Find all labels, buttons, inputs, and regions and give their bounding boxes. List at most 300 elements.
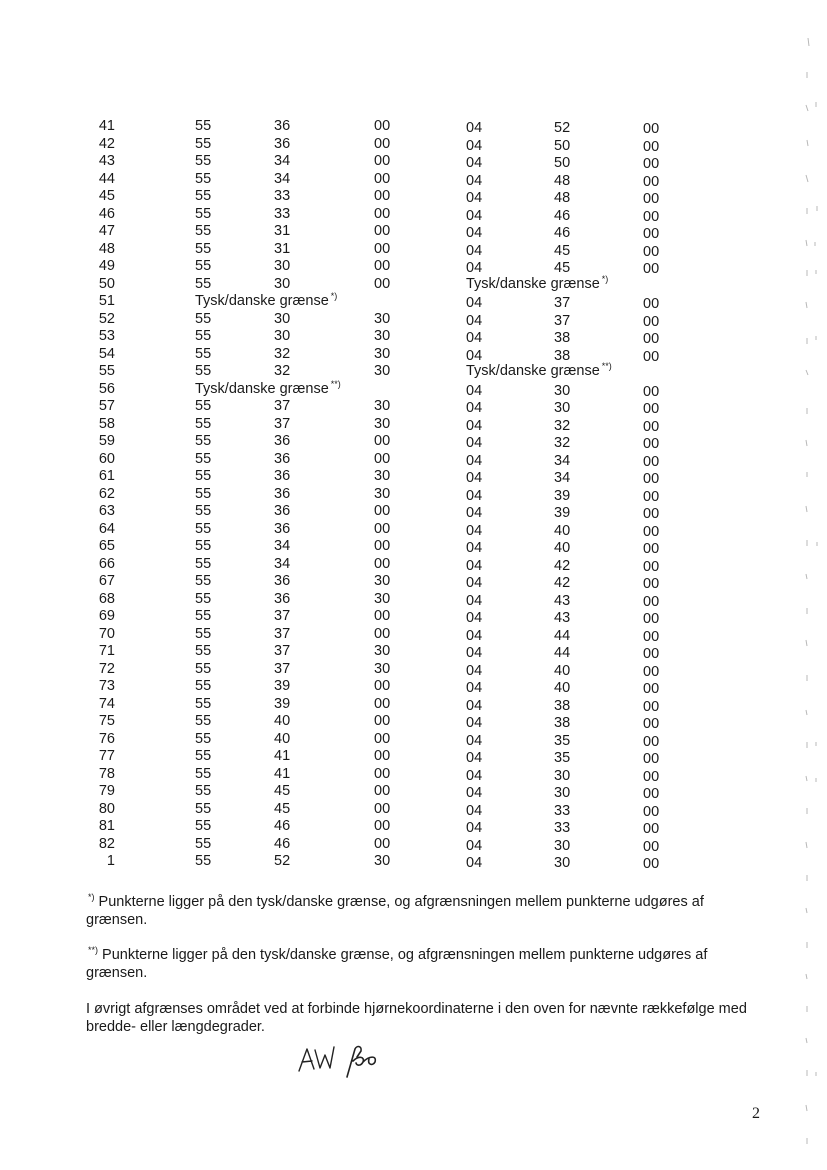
longitude-minutes: 50	[554, 155, 571, 171]
latitude-minutes: 41	[274, 748, 291, 764]
latitude-degrees: 55	[195, 608, 212, 624]
latitude-degrees: 55	[195, 573, 212, 589]
latitude-minutes: 34	[274, 153, 291, 169]
longitude-minutes: 40	[554, 662, 571, 679]
longitude-degrees: 04	[466, 382, 483, 399]
point-number: 70	[98, 625, 115, 642]
latitude-degrees: 55	[195, 135, 212, 152]
latitude-minutes: 41	[274, 765, 291, 782]
point-number: 45	[98, 188, 115, 204]
latitude-degrees: 55	[195, 660, 212, 677]
point-number: 78	[98, 765, 115, 782]
latitude-minutes: 52	[274, 853, 291, 869]
latitude-seconds: 30	[374, 345, 391, 362]
longitude-degrees: 04	[466, 837, 483, 854]
longitude-minutes: 38	[554, 697, 571, 714]
point-number: 56	[98, 380, 115, 397]
longitude-seconds: 00	[643, 471, 660, 487]
latitude-seconds: 00	[374, 748, 391, 764]
table-row	[0, 556, 827, 574]
longitude-degrees: 04	[466, 330, 483, 346]
longitude-border-note	[466, 273, 609, 294]
boundary-description	[86, 1000, 766, 1036]
table-row	[0, 451, 827, 469]
point-number: 54	[98, 345, 115, 362]
latitude-seconds: 00	[374, 835, 391, 852]
longitude-minutes: 42	[554, 575, 571, 591]
latitude-degrees: 55	[195, 258, 212, 274]
longitude-minutes: 30	[554, 837, 571, 854]
latitude-degrees: 55	[195, 538, 212, 554]
longitude-seconds: 00	[643, 523, 660, 540]
point-number: 59	[98, 433, 115, 449]
longitude-seconds: 00	[643, 856, 660, 872]
latitude-seconds: 30	[374, 328, 391, 344]
table-row	[0, 818, 827, 836]
longitude-seconds: 00	[643, 768, 660, 785]
longitude-degrees: 04	[466, 207, 483, 224]
longitude-minutes: 45	[554, 242, 571, 259]
point-number: 61	[98, 468, 115, 484]
border-text: Tysk/danske grænse	[466, 363, 600, 379]
table-row	[0, 731, 827, 749]
longitude-degrees: 04	[466, 417, 483, 434]
footnote-double-asterisk	[86, 946, 766, 982]
longitude-seconds: 00	[643, 453, 660, 470]
point-number: 62	[98, 485, 115, 502]
footnote-mark: *)	[601, 273, 609, 284]
longitude-seconds: 00	[643, 121, 660, 137]
latitude-minutes: 36	[274, 468, 291, 484]
longitude-seconds: 00	[643, 628, 660, 645]
table-row	[0, 188, 827, 206]
longitude-seconds: 00	[643, 296, 660, 312]
point-number: 79	[98, 783, 115, 799]
longitude-degrees: 04	[466, 557, 483, 574]
latitude-seconds: 30	[374, 573, 391, 589]
table-row	[0, 486, 827, 504]
latitude-degrees: 55	[195, 730, 212, 747]
table-row	[0, 696, 827, 714]
latitude-degrees: 55	[195, 398, 212, 414]
latitude-seconds: 00	[374, 275, 391, 292]
longitude-degrees: 04	[466, 487, 483, 504]
point-number: 51	[98, 293, 115, 309]
point-number: 42	[98, 135, 115, 152]
latitude-minutes: 33	[274, 205, 291, 222]
longitude-degrees: 04	[466, 645, 483, 661]
latitude-seconds: 30	[374, 853, 391, 869]
longitude-minutes: 43	[554, 610, 571, 626]
point-number: 58	[98, 415, 115, 432]
longitude-degrees: 04	[466, 662, 483, 679]
latitude-seconds: 00	[374, 223, 391, 239]
table-row	[0, 573, 827, 591]
table-row	[0, 346, 827, 364]
longitude-minutes: 37	[554, 295, 571, 311]
longitude-degrees: 04	[466, 592, 483, 609]
latitude-seconds: 00	[374, 188, 391, 204]
longitude-degrees: 04	[466, 242, 483, 259]
table-row	[0, 273, 827, 294]
latitude-minutes: 40	[274, 730, 291, 747]
longitude-degrees: 04	[466, 295, 483, 311]
footnote-single-asterisk	[86, 893, 766, 929]
longitude-degrees: 04	[466, 610, 483, 626]
longitude-seconds: 00	[643, 541, 660, 557]
table-row	[0, 661, 827, 679]
latitude-seconds: 00	[374, 713, 391, 729]
point-number: 68	[98, 590, 115, 607]
table-row	[0, 713, 827, 731]
border-text: Tysk/danske grænse	[195, 380, 329, 397]
latitude-minutes: 45	[274, 783, 291, 799]
table-row	[0, 836, 827, 854]
longitude-degrees: 04	[466, 855, 483, 871]
coordinate-table	[0, 118, 827, 871]
longitude-degrees: 04	[466, 400, 483, 416]
longitude-minutes: 37	[554, 312, 571, 329]
table-row	[0, 136, 827, 154]
latitude-seconds: 00	[374, 695, 391, 712]
latitude-degrees: 55	[195, 205, 212, 222]
latitude-minutes: 37	[274, 608, 291, 624]
longitude-degrees: 04	[466, 732, 483, 749]
latitude-seconds: 00	[374, 818, 391, 834]
latitude-border-note	[195, 293, 337, 311]
longitude-minutes: 39	[554, 505, 571, 521]
latitude-degrees: 55	[195, 433, 212, 449]
latitude-seconds: 00	[374, 520, 391, 537]
table-row	[0, 591, 827, 609]
longitude-seconds: 00	[643, 418, 660, 435]
point-number: 65	[98, 538, 115, 554]
longitude-minutes: 32	[554, 435, 571, 451]
latitude-minutes: 30	[274, 310, 291, 327]
latitude-minutes: 36	[274, 433, 291, 449]
latitude-degrees: 55	[195, 275, 212, 292]
longitude-degrees: 04	[466, 452, 483, 469]
latitude-minutes: 34	[274, 170, 291, 187]
latitude-degrees: 55	[195, 678, 212, 694]
longitude-minutes: 42	[554, 557, 571, 574]
latitude-seconds: 30	[374, 310, 391, 327]
longitude-degrees: 04	[466, 575, 483, 591]
point-number: 82	[98, 835, 115, 852]
latitude-degrees: 55	[195, 835, 212, 852]
longitude-degrees: 04	[466, 540, 483, 556]
longitude-seconds: 00	[643, 208, 660, 225]
point-number: 76	[98, 730, 115, 747]
table-row	[0, 363, 827, 381]
latitude-degrees: 55	[195, 503, 212, 519]
longitude-seconds: 00	[643, 646, 660, 662]
longitude-degrees: 04	[466, 435, 483, 451]
longitude-degrees: 04	[466, 802, 483, 819]
table-row	[0, 678, 827, 696]
point-number: 63	[98, 503, 115, 519]
longitude-seconds: 00	[643, 803, 660, 820]
point-number: 81	[98, 818, 115, 834]
latitude-degrees: 55	[195, 695, 212, 712]
longitude-minutes: 46	[554, 225, 571, 241]
longitude-degrees: 04	[466, 785, 483, 801]
latitude-degrees: 55	[195, 450, 212, 467]
point-number: 60	[98, 450, 115, 467]
latitude-degrees: 55	[195, 853, 212, 869]
latitude-seconds: 30	[374, 660, 391, 677]
longitude-degrees: 04	[466, 820, 483, 836]
longitude-seconds: 00	[643, 191, 660, 207]
longitude-minutes: 33	[554, 802, 571, 819]
footnote-mark: **)	[88, 945, 99, 955]
longitude-degrees: 04	[466, 750, 483, 766]
longitude-minutes: 40	[554, 522, 571, 539]
longitude-minutes: 35	[554, 750, 571, 766]
longitude-seconds: 00	[643, 261, 660, 277]
point-number: 64	[98, 520, 115, 537]
handwritten-initials	[295, 1035, 395, 1080]
latitude-seconds: 00	[374, 170, 391, 187]
longitude-minutes: 32	[554, 417, 571, 434]
latitude-minutes: 45	[274, 800, 291, 817]
longitude-seconds: 00	[643, 698, 660, 715]
latitude-minutes: 39	[274, 695, 291, 712]
boundary-description-text: I øvrigt afgrænses området ved at forbinde hjørnekoordinaterne i den oven for nævnte rækkefølge med bredde- eller længdegrader.	[86, 1001, 747, 1035]
latitude-degrees: 55	[195, 748, 212, 764]
latitude-seconds: 30	[374, 590, 391, 607]
longitude-degrees: 04	[466, 137, 483, 154]
table-row	[0, 538, 827, 556]
latitude-seconds: 00	[374, 433, 391, 449]
latitude-minutes: 46	[274, 835, 291, 852]
point-number: 53	[98, 328, 115, 344]
longitude-border-note	[466, 363, 612, 381]
footnote-mark: *)	[330, 291, 338, 301]
latitude-seconds: 00	[374, 538, 391, 554]
point-number: 46	[98, 205, 115, 222]
point-number: 77	[98, 748, 115, 764]
latitude-degrees: 55	[195, 520, 212, 537]
longitude-degrees: 04	[466, 120, 483, 136]
border-text: Tysk/danske grænse	[466, 275, 600, 292]
latitude-seconds: 00	[374, 555, 391, 572]
latitude-minutes: 36	[274, 573, 291, 589]
latitude-minutes: 34	[274, 538, 291, 554]
table-row	[0, 241, 827, 259]
latitude-minutes: 46	[274, 818, 291, 834]
longitude-minutes: 34	[554, 470, 571, 486]
latitude-degrees: 55	[195, 555, 212, 572]
latitude-seconds: 00	[374, 783, 391, 799]
point-number: 72	[98, 660, 115, 677]
table-row	[0, 433, 827, 451]
longitude-degrees: 04	[466, 312, 483, 329]
latitude-degrees: 55	[195, 485, 212, 502]
table-row	[0, 171, 827, 189]
longitude-seconds: 00	[643, 593, 660, 610]
table-row	[0, 153, 827, 171]
table-row	[0, 378, 827, 400]
longitude-seconds: 00	[643, 138, 660, 155]
longitude-degrees: 04	[466, 715, 483, 731]
latitude-minutes: 36	[274, 450, 291, 467]
point-number: 43	[98, 153, 115, 169]
longitude-minutes: 40	[554, 540, 571, 556]
table-row	[0, 503, 827, 521]
longitude-seconds: 00	[643, 226, 660, 242]
latitude-minutes: 40	[274, 713, 291, 729]
table-row	[0, 311, 827, 329]
latitude-minutes: 37	[274, 660, 291, 677]
latitude-minutes: 36	[274, 503, 291, 519]
table-row	[0, 521, 827, 539]
latitude-minutes: 31	[274, 223, 291, 239]
longitude-minutes: 33	[554, 820, 571, 836]
latitude-degrees: 55	[195, 415, 212, 432]
table-row	[0, 223, 827, 241]
table-row	[0, 468, 827, 486]
longitude-minutes: 52	[554, 120, 571, 136]
latitude-degrees: 55	[195, 153, 212, 169]
latitude-minutes: 36	[274, 590, 291, 607]
longitude-minutes: 34	[554, 452, 571, 469]
footnote-mark: **)	[601, 361, 612, 371]
latitude-degrees: 55	[195, 625, 212, 642]
point-number: 49	[98, 258, 115, 274]
longitude-minutes: 38	[554, 330, 571, 346]
table-row	[0, 328, 827, 346]
longitude-seconds: 00	[643, 751, 660, 767]
longitude-degrees: 04	[466, 767, 483, 784]
latitude-degrees: 55	[195, 345, 212, 362]
longitude-minutes: 44	[554, 645, 571, 661]
longitude-degrees: 04	[466, 225, 483, 241]
footnote-mark: *)	[88, 892, 95, 902]
point-number: 50	[98, 275, 115, 292]
point-number: 57	[98, 398, 115, 414]
latitude-degrees: 55	[195, 783, 212, 799]
latitude-minutes: 34	[274, 555, 291, 572]
point-number: 44	[98, 170, 115, 187]
point-number: 71	[98, 643, 115, 659]
point-number: 41	[98, 118, 115, 134]
longitude-seconds: 00	[643, 506, 660, 522]
table-row	[0, 118, 827, 136]
latitude-seconds: 00	[374, 765, 391, 782]
longitude-minutes: 38	[554, 347, 571, 364]
longitude-degrees: 04	[466, 697, 483, 714]
longitude-minutes: 46	[554, 207, 571, 224]
longitude-degrees: 04	[466, 260, 483, 276]
longitude-seconds: 00	[643, 243, 660, 260]
point-number: 1	[106, 853, 115, 869]
latitude-border-note	[195, 378, 341, 399]
latitude-degrees: 55	[195, 713, 212, 729]
latitude-seconds: 00	[374, 135, 391, 152]
latitude-degrees: 55	[195, 800, 212, 817]
latitude-degrees: 55	[195, 590, 212, 607]
point-number: 74	[98, 695, 115, 712]
latitude-seconds: 00	[374, 240, 391, 257]
latitude-minutes: 36	[274, 135, 291, 152]
latitude-degrees: 55	[195, 818, 212, 834]
latitude-seconds: 30	[374, 398, 391, 414]
latitude-seconds: 00	[374, 153, 391, 169]
longitude-seconds: 00	[643, 786, 660, 802]
longitude-seconds: 00	[643, 558, 660, 575]
latitude-degrees: 55	[195, 223, 212, 239]
table-row	[0, 783, 827, 801]
latitude-seconds: 00	[374, 118, 391, 134]
longitude-seconds: 00	[643, 436, 660, 452]
table-row	[0, 258, 827, 276]
longitude-seconds: 00	[643, 488, 660, 505]
longitude-minutes: 35	[554, 732, 571, 749]
longitude-seconds: 00	[643, 681, 660, 697]
latitude-minutes: 36	[274, 520, 291, 537]
latitude-minutes: 37	[274, 415, 291, 432]
footnote-text: *) Punkterne ligger på den tysk/danske grænse, og afgrænsningen mellem punkterne udgøres af grænsen.	[86, 892, 704, 928]
point-number: 66	[98, 555, 115, 572]
longitude-minutes: 40	[554, 680, 571, 696]
latitude-seconds: 00	[374, 608, 391, 624]
latitude-seconds: 30	[374, 643, 391, 659]
point-number: 55	[98, 363, 115, 379]
longitude-degrees: 04	[466, 347, 483, 364]
longitude-degrees: 04	[466, 627, 483, 644]
latitude-minutes: 36	[274, 485, 291, 502]
latitude-seconds: 00	[374, 205, 391, 222]
longitude-seconds: 00	[643, 821, 660, 837]
longitude-seconds: 00	[643, 576, 660, 592]
longitude-seconds: 00	[643, 401, 660, 417]
latitude-minutes: 37	[274, 625, 291, 642]
latitude-minutes: 30	[274, 258, 291, 274]
latitude-degrees: 55	[195, 118, 212, 134]
longitude-minutes: 48	[554, 172, 571, 189]
longitude-minutes: 39	[554, 487, 571, 504]
latitude-seconds: 00	[374, 258, 391, 274]
latitude-seconds: 00	[374, 800, 391, 817]
longitude-minutes: 43	[554, 592, 571, 609]
latitude-seconds: 00	[374, 730, 391, 747]
longitude-seconds: 00	[643, 716, 660, 732]
longitude-seconds: 00	[643, 156, 660, 172]
longitude-seconds: 00	[643, 663, 660, 680]
longitude-seconds: 00	[643, 173, 660, 190]
table-row	[0, 398, 827, 416]
point-number: 75	[98, 713, 115, 729]
latitude-degrees: 55	[195, 328, 212, 344]
longitude-seconds: 00	[643, 348, 660, 365]
table-row	[0, 293, 827, 311]
table-row	[0, 626, 827, 644]
point-number: 48	[98, 240, 115, 257]
longitude-minutes: 30	[554, 855, 571, 871]
longitude-degrees: 04	[466, 190, 483, 206]
point-number: 80	[98, 800, 115, 817]
border-text: Tysk/danske grænse	[195, 293, 329, 309]
longitude-seconds: 00	[643, 611, 660, 627]
table-row	[0, 801, 827, 819]
latitude-degrees: 55	[195, 188, 212, 204]
latitude-seconds: 00	[374, 625, 391, 642]
latitude-minutes: 30	[274, 275, 291, 292]
latitude-degrees: 55	[195, 363, 212, 379]
longitude-degrees: 04	[466, 680, 483, 696]
point-number: 67	[98, 573, 115, 589]
